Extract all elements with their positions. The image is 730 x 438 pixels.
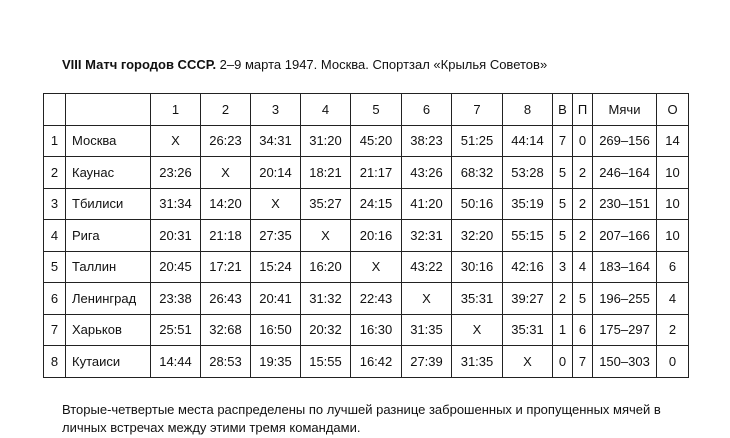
score-cell: 28:53 xyxy=(201,346,251,378)
score-cell: 41:20 xyxy=(402,188,452,220)
table-row xyxy=(44,314,689,346)
score-cell: 26:43 xyxy=(201,283,251,315)
score-cell: 35:27 xyxy=(301,188,351,220)
score-cell: 14:20 xyxy=(201,188,251,220)
score-cell: X xyxy=(151,125,201,157)
score-cell: 39:27 xyxy=(503,283,553,315)
header-cell xyxy=(66,94,151,126)
score-cell: 17:21 xyxy=(201,251,251,283)
goals-cell: 183–164 xyxy=(593,251,657,283)
table-row xyxy=(44,188,689,220)
page-title xyxy=(62,56,547,73)
title-rest: 2–9 марта 1947. Москва. Спортзал «Крылья Советов» xyxy=(216,57,548,72)
losses-cell: 2 xyxy=(573,220,593,252)
goals-cell: 246–164 xyxy=(593,157,657,189)
city-cell: Харьков xyxy=(66,314,151,346)
score-cell: 38:23 xyxy=(402,125,452,157)
score-cell: 31:20 xyxy=(301,125,351,157)
score-cell: 16:30 xyxy=(351,314,402,346)
score-cell: 42:16 xyxy=(503,251,553,283)
score-cell: 22:43 xyxy=(351,283,402,315)
score-cell: 45:20 xyxy=(351,125,402,157)
score-cell: X xyxy=(452,314,503,346)
score-cell: X xyxy=(351,251,402,283)
score-cell: 20:31 xyxy=(151,220,201,252)
score-cell: X xyxy=(301,220,351,252)
goals-cell: 230–151 xyxy=(593,188,657,220)
score-cell: 55:15 xyxy=(503,220,553,252)
points-cell: 6 xyxy=(657,251,689,283)
goals-cell: 196–255 xyxy=(593,283,657,315)
score-cell: 35:31 xyxy=(452,283,503,315)
city-cell: Москва xyxy=(66,125,151,157)
wins-cell: 5 xyxy=(553,157,573,189)
goals-cell: 269–156 xyxy=(593,125,657,157)
header-cell: 1 xyxy=(151,94,201,126)
header-cell: 2 xyxy=(201,94,251,126)
goals-cell: 207–166 xyxy=(593,220,657,252)
score-cell: 51:25 xyxy=(452,125,503,157)
score-cell: 35:19 xyxy=(503,188,553,220)
score-cell: 24:15 xyxy=(351,188,402,220)
score-cell: 19:35 xyxy=(251,346,301,378)
wins-cell: 3 xyxy=(553,251,573,283)
points-cell: 4 xyxy=(657,283,689,315)
score-cell: X xyxy=(201,157,251,189)
score-cell: 21:17 xyxy=(351,157,402,189)
header-cell: Мячи xyxy=(593,94,657,126)
header-cell: О xyxy=(657,94,689,126)
score-cell: 32:31 xyxy=(402,220,452,252)
table-row xyxy=(44,157,689,189)
city-cell: Ленинград xyxy=(66,283,151,315)
goals-cell: 150–303 xyxy=(593,346,657,378)
place-cell: 4 xyxy=(44,220,66,252)
header-cell: П xyxy=(573,94,593,126)
score-cell: 14:44 xyxy=(151,346,201,378)
wins-cell: 2 xyxy=(553,283,573,315)
score-cell: 31:35 xyxy=(402,314,452,346)
losses-cell: 6 xyxy=(573,314,593,346)
goals-cell: 175–297 xyxy=(593,314,657,346)
wins-cell: 5 xyxy=(553,220,573,252)
city-cell: Таллин xyxy=(66,251,151,283)
score-cell: 27:39 xyxy=(402,346,452,378)
score-cell: 44:14 xyxy=(503,125,553,157)
city-cell: Каунас xyxy=(66,157,151,189)
score-cell: 16:42 xyxy=(351,346,402,378)
place-cell: 3 xyxy=(44,188,66,220)
header-cell: 5 xyxy=(351,94,402,126)
losses-cell: 2 xyxy=(573,157,593,189)
score-cell: 25:51 xyxy=(151,314,201,346)
header-cell: 8 xyxy=(503,94,553,126)
header-cell: 4 xyxy=(301,94,351,126)
score-cell: 43:22 xyxy=(402,251,452,283)
header-cell: В xyxy=(553,94,573,126)
losses-cell: 4 xyxy=(573,251,593,283)
score-cell: 21:18 xyxy=(201,220,251,252)
score-cell: X xyxy=(503,346,553,378)
losses-cell: 2 xyxy=(573,188,593,220)
score-cell: 27:35 xyxy=(251,220,301,252)
losses-cell: 0 xyxy=(573,125,593,157)
place-cell: 2 xyxy=(44,157,66,189)
score-cell: 32:20 xyxy=(452,220,503,252)
score-cell: 20:16 xyxy=(351,220,402,252)
score-cell: 15:24 xyxy=(251,251,301,283)
score-cell: 23:38 xyxy=(151,283,201,315)
score-cell: 16:20 xyxy=(301,251,351,283)
place-cell: 5 xyxy=(44,251,66,283)
score-cell: 68:32 xyxy=(452,157,503,189)
table-row xyxy=(44,220,689,252)
points-cell: 10 xyxy=(657,220,689,252)
table-row xyxy=(44,283,689,315)
losses-cell: 5 xyxy=(573,283,593,315)
score-cell: 16:50 xyxy=(251,314,301,346)
table-row xyxy=(44,251,689,283)
place-cell: 6 xyxy=(44,283,66,315)
wins-cell: 7 xyxy=(553,125,573,157)
header-cell: 7 xyxy=(452,94,503,126)
wins-cell: 0 xyxy=(553,346,573,378)
score-cell: 23:26 xyxy=(151,157,201,189)
points-cell: 2 xyxy=(657,314,689,346)
score-cell: 43:26 xyxy=(402,157,452,189)
city-cell: Кутаиси xyxy=(66,346,151,378)
score-cell: X xyxy=(251,188,301,220)
header-cell xyxy=(44,94,66,126)
footnote: Вторые-четвертые места распределены по лучшей разнице заброшенных и пропущенных мячей в личных встречах между этими тремя командами. xyxy=(62,402,661,435)
score-cell: 18:21 xyxy=(301,157,351,189)
score-cell: 31:34 xyxy=(151,188,201,220)
score-cell: 34:31 xyxy=(251,125,301,157)
score-cell: 31:35 xyxy=(452,346,503,378)
score-cell: 31:32 xyxy=(301,283,351,315)
wins-cell: 5 xyxy=(553,188,573,220)
points-cell: 0 xyxy=(657,346,689,378)
points-cell: 10 xyxy=(657,188,689,220)
score-cell: 35:31 xyxy=(503,314,553,346)
score-cell: 30:16 xyxy=(452,251,503,283)
table-row xyxy=(44,346,689,378)
score-cell: 15:55 xyxy=(301,346,351,378)
city-cell: Тбилиси xyxy=(66,188,151,220)
header-cell: 3 xyxy=(251,94,301,126)
score-cell: X xyxy=(402,283,452,315)
score-cell: 20:41 xyxy=(251,283,301,315)
losses-cell: 7 xyxy=(573,346,593,378)
title-bold: VIII Матч городов СССР. xyxy=(62,57,217,72)
score-cell: 20:14 xyxy=(251,157,301,189)
wins-cell: 1 xyxy=(553,314,573,346)
header-cell: 6 xyxy=(402,94,452,126)
score-cell: 50:16 xyxy=(452,188,503,220)
place-cell: 8 xyxy=(44,346,66,378)
score-cell: 32:68 xyxy=(201,314,251,346)
table-header-row xyxy=(44,94,689,126)
place-cell: 7 xyxy=(44,314,66,346)
points-cell: 14 xyxy=(657,125,689,157)
points-cell: 10 xyxy=(657,157,689,189)
score-cell: 20:32 xyxy=(301,314,351,346)
city-cell: Рига xyxy=(66,220,151,252)
score-cell: 53:28 xyxy=(503,157,553,189)
results-table xyxy=(43,93,689,378)
place-cell: 1 xyxy=(44,125,66,157)
score-cell: 20:45 xyxy=(151,251,201,283)
table-row xyxy=(44,125,689,157)
score-cell: 26:23 xyxy=(201,125,251,157)
